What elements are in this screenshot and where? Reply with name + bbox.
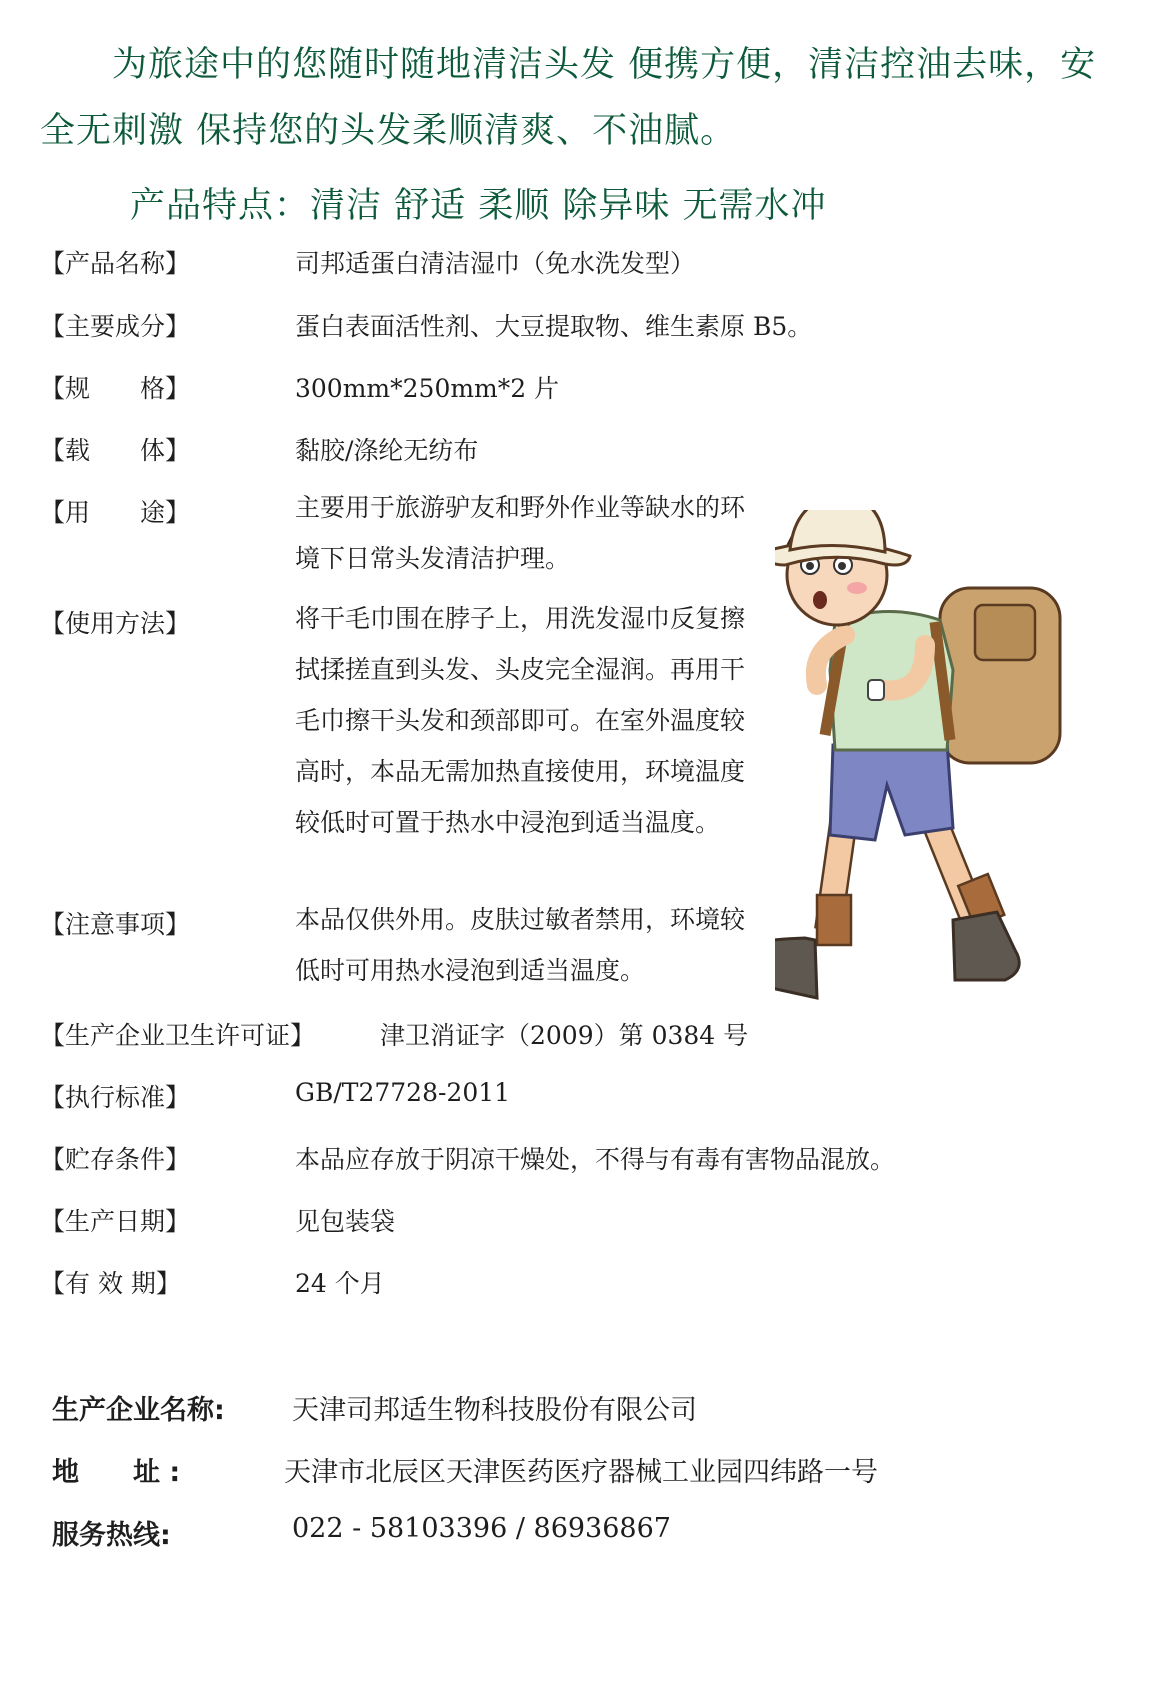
boot-right	[953, 912, 1019, 980]
hat-icon	[790, 510, 885, 552]
spec-label: 【规 格】	[40, 374, 191, 403]
spec-value: 24 个月	[295, 1269, 385, 1298]
spec-label: 【生产企业卫生许可证】	[40, 1021, 316, 1050]
spec-value: 蛋白表面活性剂、大豆提取物、维生素原 B5。	[295, 312, 813, 341]
spec-value: 司邦适蛋白清洁湿巾（免水洗发型）	[295, 249, 696, 278]
backpack-pocket	[975, 605, 1035, 660]
company-label: 地 址 :	[52, 1457, 181, 1488]
shorts-shape	[830, 742, 953, 840]
spec-label: 【有 效 期】	[40, 1269, 181, 1298]
spec-label: 【注意事项】	[40, 910, 191, 939]
company-value: 天津市北辰区天津医药医疗器械工业园四纬路一号	[284, 1457, 878, 1488]
spec-label: 【执行标准】	[40, 1083, 191, 1112]
spec-value: 见包装袋	[295, 1207, 396, 1236]
spec-label: 【主要成分】	[40, 312, 191, 341]
company-value: 022 - 58103396 / 86936867	[292, 1513, 671, 1544]
spec-label: 【载 体】	[40, 436, 191, 465]
spec-value: 黏胶/涤纶无纺布	[295, 436, 479, 465]
spec-label: 【产品名称】	[40, 249, 191, 278]
company-label: 服务热线:	[52, 1520, 171, 1551]
spec-value: 津卫消证字（2009）第 0384 号	[380, 1021, 749, 1050]
spec-label: 【生产日期】	[40, 1207, 191, 1236]
hiker-illustration	[775, 510, 1075, 1010]
spec-value: 主要用于旅游驴友和野外作业等缺水的环境下日常头发清洁护理。	[295, 493, 746, 573]
spec-value: 300mm*250mm*2 片	[295, 374, 560, 403]
spec-label: 【使用方法】	[40, 609, 191, 638]
watch-icon	[868, 680, 884, 700]
spec-value: 本品应存放于阴凉干燥处，不得与有毒有害物品混放。	[295, 1145, 896, 1174]
company-label: 生产企业名称:	[52, 1395, 225, 1426]
spec-value: 本品仅供外用。皮肤过敏者禁用，环境较低时可用热水浸泡到适当温度。	[295, 905, 746, 985]
spec-label: 【贮存条件】	[40, 1145, 191, 1174]
company-value: 天津司邦适生物科技股份有限公司	[292, 1395, 697, 1426]
boot-left	[775, 938, 817, 998]
spec-label: 【用 途】	[40, 498, 191, 527]
spec-value: GB/T27728-2011	[295, 1078, 511, 1107]
spec-value: 将干毛巾围在脖子上，用洗发湿巾反复擦拭揉搓直到头发、头皮完全湿润。再用干毛巾擦干头发和颈部即可。在室外温度较高时，本品无需加热直接使用，环境温度较低时可置于热水中浸泡到适当温度。	[295, 604, 746, 837]
intro-text: 为旅途中的您随时随地清洁头发 便携方便，清洁控油去味，安全无刺激 保持您的头发柔顺清爽、不油腻。	[40, 45, 1097, 151]
product-features: 产品特点：清洁 舒适 柔顺 除异味 无需水冲	[130, 186, 827, 226]
